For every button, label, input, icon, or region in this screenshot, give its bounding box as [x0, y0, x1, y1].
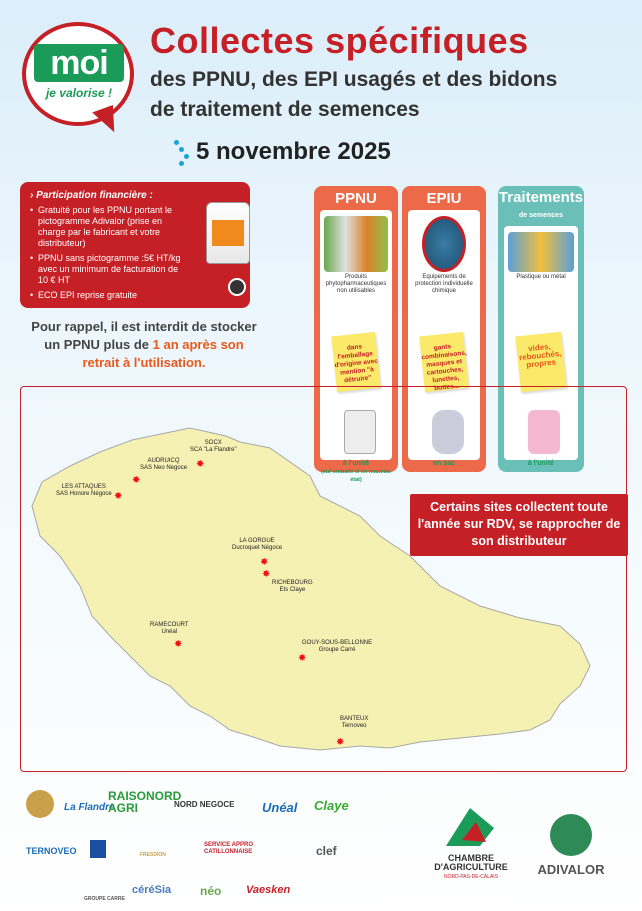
products-image [324, 216, 388, 272]
site-marker-icon: ✸ [114, 491, 123, 502]
card-desc: Plastique ou métal [516, 274, 566, 280]
adivalor-logo [522, 814, 620, 884]
chambre-sub: NORD-PAS-DE-CALAIS [443, 874, 499, 880]
site-richebourg: RICHEBOURG Ets Claye [272, 580, 313, 593]
card-title: EPIU [426, 190, 462, 207]
site-marker-icon: ✸ [132, 475, 141, 486]
logo-claye: Claye [314, 798, 349, 813]
bidons-image [508, 232, 574, 272]
event-date: 5 novembre 2025 [196, 138, 391, 165]
logo-raisonord: RAISONORD AGRI [108, 789, 182, 815]
adivalor-globe-icon [550, 814, 592, 856]
subtitle-line1: des PPNU, des EPI usagés et des bidons [150, 68, 558, 91]
card-unit: à l'unité (sur emballé si en mauvais état) [320, 460, 391, 483]
participation-list [30, 205, 184, 301]
card-note: gants combinaisons, masques et cartouches, lunettes, bottes... [419, 332, 469, 392]
logo-clef: clef [316, 844, 337, 858]
logo-la-flandre: La Flandre [64, 802, 115, 813]
badge-main: moi [34, 44, 124, 82]
card-title: PPNU [335, 190, 377, 207]
site-banteux: BANTEUX Ternoveo [340, 716, 369, 729]
partner-logos [24, 786, 354, 908]
site-marker-icon: ✸ [298, 653, 307, 664]
epi-image [422, 216, 466, 272]
participation-item: • PPNU sans pictogramme :5€ HT/kg avec un minimum de facturation de 10 € HT [30, 253, 184, 286]
logo-vaesken: Vaesken [246, 884, 291, 896]
card-semences: Traitements de semences Plastique ou métal vides, rebouchés, propres à l'unité [498, 186, 584, 472]
site-gouy: GOUY-SOUS-BELLONNE Groupe Carré [302, 640, 373, 653]
logo-ceresia: céréSia [132, 884, 172, 896]
logo-icon [26, 790, 54, 818]
adivalor-pictogram-icon [228, 278, 246, 296]
logo-neo: néo [200, 884, 222, 898]
page-title: Collectes spécifiques [150, 20, 529, 61]
logo-service-appro: SERVICE APPRO CATILLONNAISE [204, 842, 254, 855]
card-desc: Equipements de protection individuelle chimique [415, 274, 473, 294]
logo-ternoveo: TERNOVEO [26, 846, 77, 856]
jerrycan-label [212, 220, 244, 246]
logo-nord-negoce: NORD NEGOCE [174, 800, 235, 809]
logo-groupe-carre: GROUPE CARRE [84, 896, 125, 902]
card-note: vides, rebouchés, propres [515, 332, 567, 393]
rdv-note: Certains sites collectent toute l'année sur RDV, se rapprocher de son distributeur [410, 494, 628, 556]
card-desc: Produits phytopharmaceutiques non utilisables [325, 274, 387, 294]
participation-heading: › Participation financière : [30, 190, 153, 201]
chambre-agriculture-logo [422, 802, 520, 882]
site-ramecourt: RAMECOURT Unéal [150, 622, 189, 635]
logo-fresdion: FRESDION [140, 852, 166, 858]
region-map [20, 386, 627, 772]
site-les-attaques: LES ATTAQUES SAS Honore Négoce [56, 484, 112, 497]
chambre-leaf-icon [440, 802, 500, 850]
subtitle-line2: de traitement de semences [150, 98, 420, 121]
site-marker-icon: ✸ [262, 569, 271, 580]
site-marker-icon: ✸ [260, 557, 269, 568]
site-audruicq: AUDRUICQ SAS Neo Negoce [140, 458, 188, 471]
logo-icon [90, 840, 106, 858]
badge-sub: je valorise ! [45, 86, 113, 100]
site-marker-icon: ✸ [336, 737, 345, 748]
chambre-name: CHAMBRE D'AGRICULTURE [434, 853, 508, 872]
rappel-text: Pour rappel, il est interdit de stocker un PPNU plus de 1 an après son retrait à l'utilisation. [31, 319, 257, 370]
card-unit: à l'unité [527, 460, 555, 467]
adivalor-name: ADIVALOR [537, 862, 605, 877]
card-title: Traitements [498, 189, 584, 206]
participation-item: • Gratuité pour les PPNU portant le pictogramme Adivalor (prise en charge par le fabricant et votre distributeur) [30, 205, 184, 249]
card-unit: en sac [433, 460, 455, 467]
dots-icon [174, 138, 192, 166]
site-socx: SOCX SCA "La Flandre" [190, 440, 237, 453]
card-note: dans l'emballage d'origine avec mention "à détruire" [331, 332, 381, 392]
site-marker-icon: ✸ [174, 639, 183, 650]
site-la-gorgue: LA GORGUE Ducroquet Négoce [232, 538, 283, 551]
site-marker-icon: ✸ [196, 459, 205, 470]
participation-item: • ECO EPI reprise gratuite [30, 290, 184, 301]
logo-uneal: Unéal [262, 800, 298, 815]
